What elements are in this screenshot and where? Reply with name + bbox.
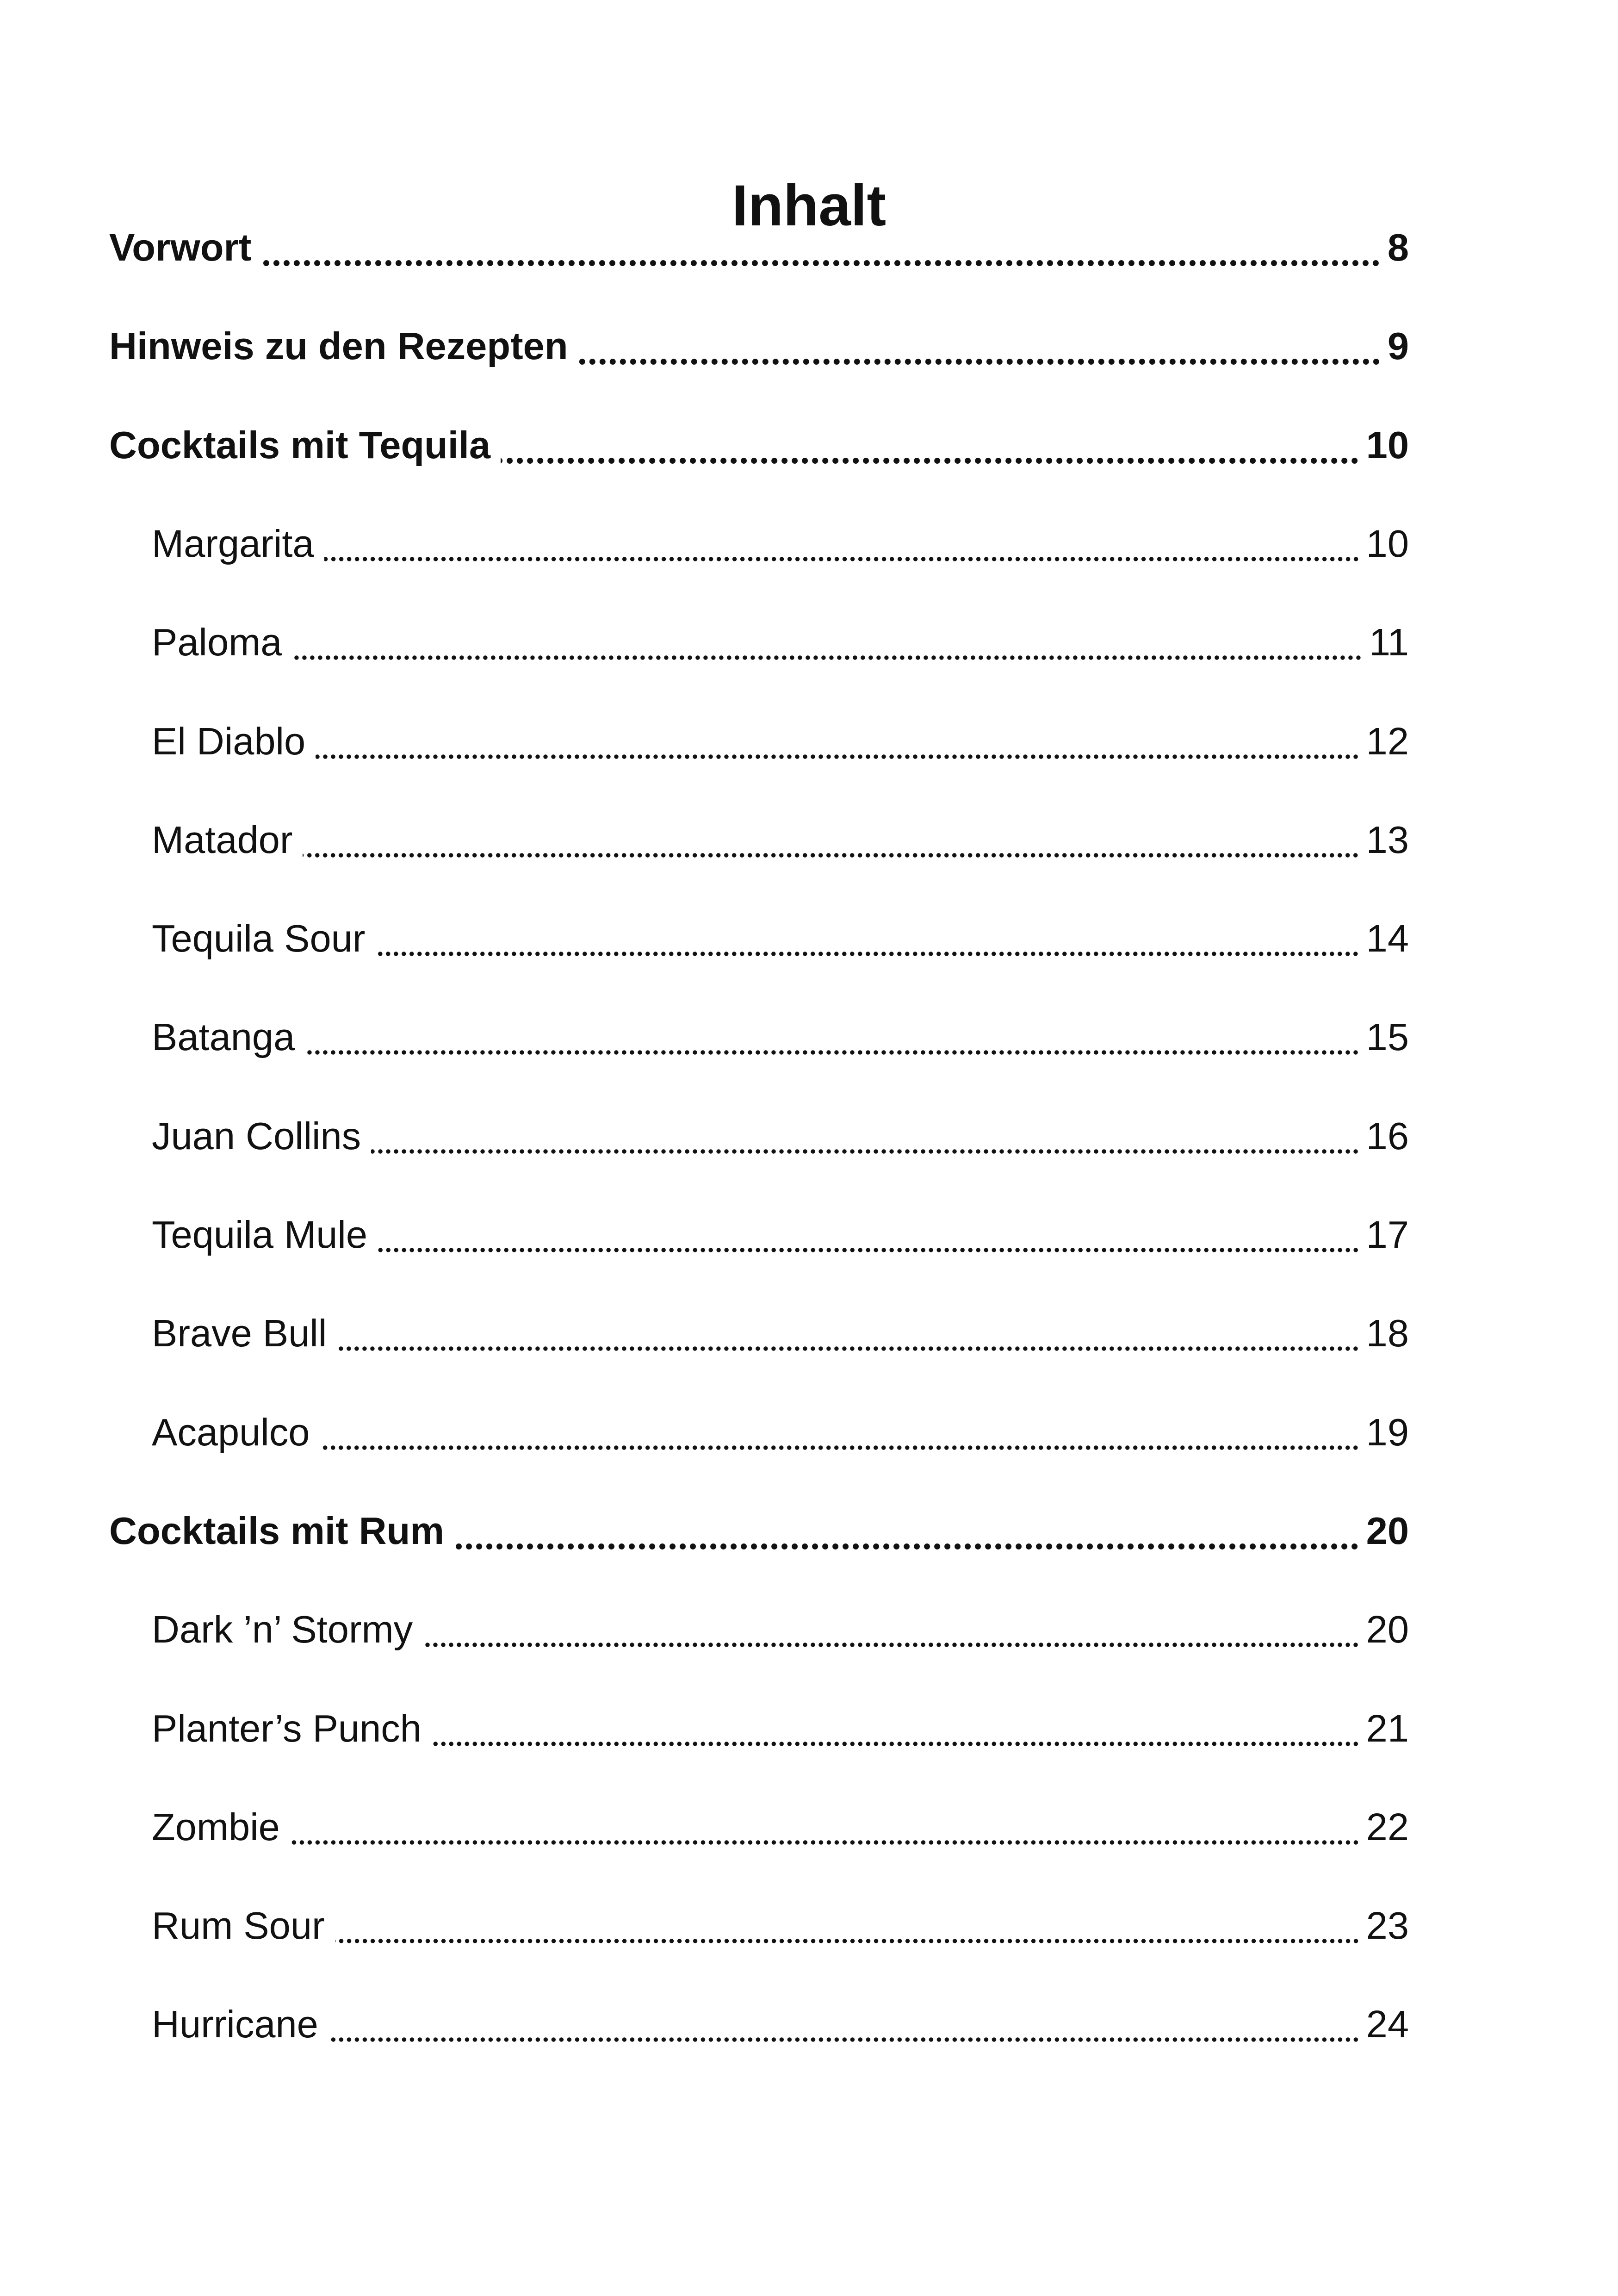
toc-entry-label: Hurricane	[152, 2003, 318, 2046]
toc-page-number: 12	[1366, 720, 1409, 763]
dot-leader	[375, 915, 1359, 962]
toc-page-number: 17	[1366, 1213, 1409, 1256]
toc-entry-label: Batanga	[152, 1015, 295, 1058]
toc-entry-label: Cocktails mit Rum	[109, 1509, 445, 1552]
toc-entry-label: Rum Sour	[152, 1904, 325, 1947]
toc-section-entry[interactable]	[152, 1893, 1409, 1949]
toc-section-entry[interactable]	[152, 1202, 1409, 1258]
dot-leader	[261, 224, 1381, 271]
toc-page-number: 24	[1366, 2003, 1409, 2046]
toc-page-number: 22	[1366, 1805, 1409, 1848]
dot-leader	[290, 1804, 1360, 1850]
dot-leader	[329, 2001, 1360, 2047]
toc-section-entry[interactable]	[152, 1597, 1409, 1653]
toc-section-entry[interactable]	[152, 1400, 1409, 1456]
dot-leader	[578, 323, 1381, 369]
toc-section-entry[interactable]	[152, 1992, 1409, 2047]
toc-entry-label: Planter’s Punch	[152, 1707, 422, 1750]
toc-entry-label: Vorwort	[109, 226, 252, 269]
toc-page-number: 19	[1366, 1411, 1409, 1454]
toc-page-number: 13	[1366, 818, 1409, 861]
toc-page-number: 20	[1366, 1608, 1409, 1651]
toc-entry-label: Matador	[152, 818, 293, 861]
toc-page-number: 8	[1387, 226, 1409, 269]
dot-leader	[292, 619, 1362, 666]
toc-entry-label: Zombie	[152, 1805, 280, 1848]
dot-leader	[335, 1903, 1360, 1949]
toc-page-number: 16	[1366, 1114, 1409, 1157]
dot-leader	[378, 1212, 1360, 1258]
toc-entry-label: Hinweis zu den Rezepten	[109, 324, 568, 367]
toc-entry-label: Tequila Mule	[152, 1213, 367, 1256]
toc-entry-label: Juan Collins	[152, 1114, 361, 1157]
dot-leader	[305, 1014, 1359, 1060]
dot-leader	[423, 1606, 1359, 1653]
dot-leader	[432, 1705, 1360, 1752]
toc-entry-label: El Diablo	[152, 720, 306, 763]
dot-leader	[501, 422, 1360, 468]
toc-section-entry[interactable]	[152, 1301, 1409, 1356]
toc-entry-label: Margarita	[152, 522, 314, 565]
toc-chapter-entry[interactable]	[109, 314, 1409, 369]
toc-page-number: 10	[1366, 423, 1409, 467]
toc-section-entry[interactable]	[152, 610, 1409, 666]
toc-entry-label: Tequila Sour	[152, 917, 366, 960]
toc-page-number: 11	[1369, 621, 1409, 664]
dot-leader	[371, 1113, 1360, 1159]
toc-section-entry[interactable]	[152, 906, 1409, 962]
toc-chapter-entry[interactable]	[109, 413, 1409, 468]
toc-section-entry[interactable]	[152, 1005, 1409, 1060]
toc-section-entry[interactable]	[152, 808, 1409, 863]
toc-page-number: 21	[1366, 1707, 1409, 1750]
toc-page-number: 15	[1366, 1015, 1409, 1058]
dot-leader	[316, 718, 1360, 765]
toc-section-entry[interactable]	[152, 511, 1409, 567]
dot-leader	[454, 1508, 1360, 1554]
toc-entry-label: Cocktails mit Tequila	[109, 423, 491, 467]
toc-page-number: 20	[1366, 1509, 1409, 1552]
toc-entry-label: Brave Bull	[152, 1312, 327, 1355]
toc-page-number: 14	[1366, 917, 1409, 960]
toc-entry-label: Paloma	[152, 621, 282, 664]
toc-section-entry[interactable]	[152, 709, 1409, 765]
toc-section-entry[interactable]	[152, 1104, 1409, 1159]
toc-chapter-entry[interactable]	[109, 1499, 1409, 1554]
toc-page-number: 10	[1366, 522, 1409, 565]
toc-page-number: 23	[1366, 1904, 1409, 1947]
dot-leader	[303, 817, 1359, 863]
dot-leader	[324, 521, 1360, 567]
toc-chapter-entry[interactable]	[109, 215, 1409, 271]
toc-page-number: 9	[1387, 324, 1409, 367]
toc-section-entry[interactable]	[152, 1795, 1409, 1850]
toc-entry-label: Dark ’n’ Stormy	[152, 1608, 413, 1651]
dot-leader	[337, 1310, 1359, 1356]
toc-section-entry[interactable]	[152, 1696, 1409, 1752]
page-title: Inhalt	[732, 174, 886, 238]
toc-page-number: 18	[1366, 1312, 1409, 1355]
dot-leader	[320, 1409, 1359, 1456]
toc-entry-label: Acapulco	[152, 1411, 310, 1454]
